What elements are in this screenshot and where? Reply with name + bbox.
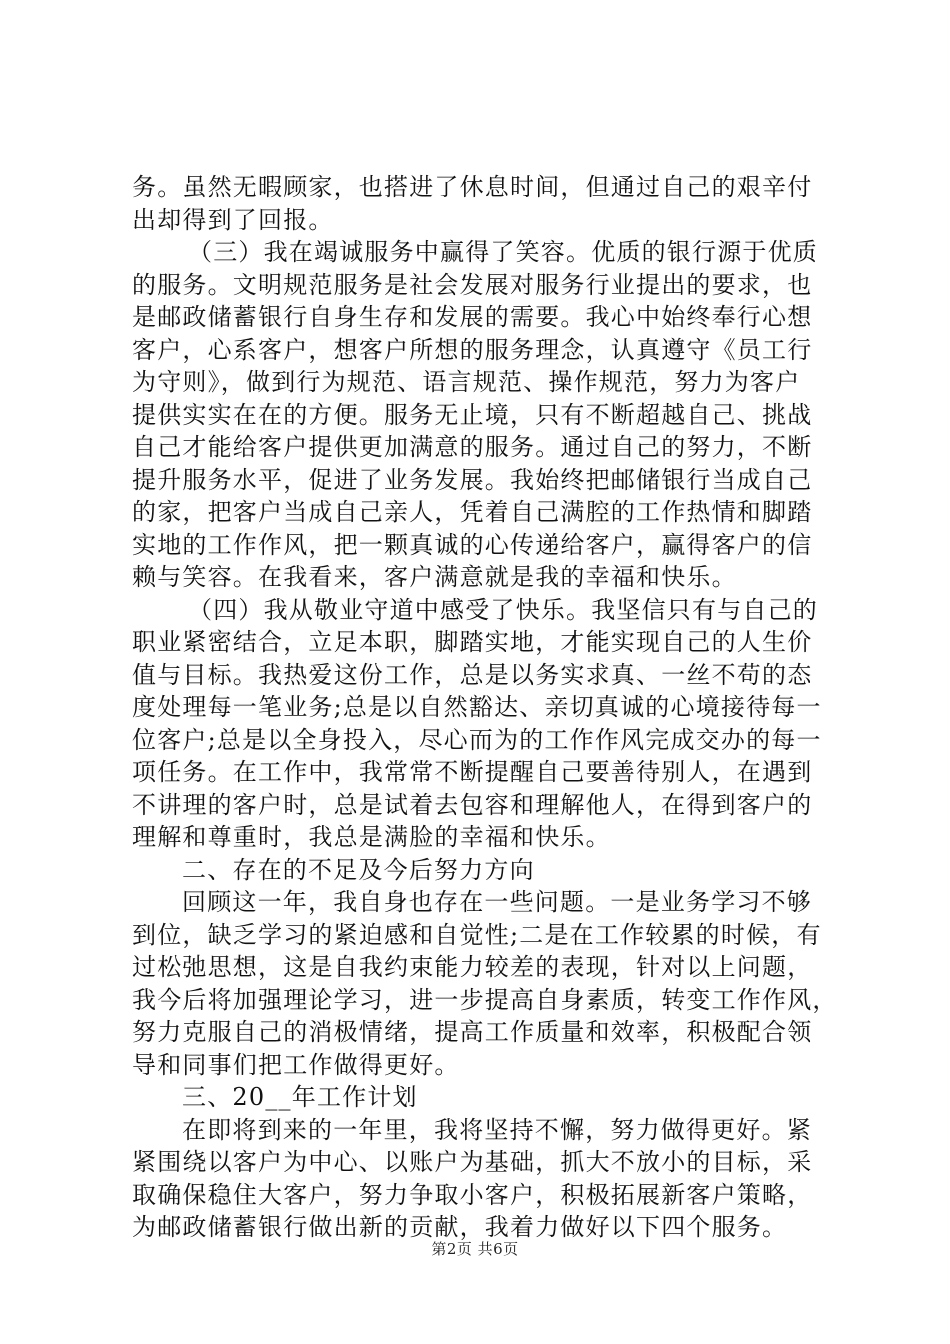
text-line: 取确保稳住大客户，努力争取小客户，积极拓展新客户策略， <box>132 1180 813 1209</box>
text-line: 到位，缺乏学习的紧迫感和自觉性;二是在工作较累的时候，有 <box>132 920 822 949</box>
text-line: 为邮政储蓄银行做出新的贡献，我着力做好以下四个服务。 <box>132 1213 788 1241</box>
text-line: 出却得到了回报。 <box>132 205 334 234</box>
text-line: 度处理每一笔业务;总是以自然豁达、亲切真诚的心境接待每一 <box>132 693 822 721</box>
page-number-footer: 第2页 共6页 <box>431 1240 519 1258</box>
text-line: 为守则》，做到行为规范、语言规范、操作规范，努力为客户 <box>132 368 801 396</box>
text-line: 自己才能给客户提供更加满意的服务。通过自己的努力，不断 <box>132 433 813 461</box>
text-line: 赖与笑容。在我看来，客户满意就是我的幸福和快乐。 <box>132 563 737 591</box>
text-line: 值与目标。我热爱这份工作，总是以务实求真、一丝不苟的态 <box>132 660 813 689</box>
paragraph-start-line: 回顾这一年，我自身也存在一些问题。一是业务学习不够 <box>182 888 812 916</box>
text-line: 的服务。文明规范服务是社会发展对服务行业提出的要求，也 <box>132 270 813 299</box>
text-line: 紧围绕以客户为中心、以账户为基础，抓大不放小的目标，采 <box>132 1148 813 1176</box>
text-line: 不讲理的客户时，总是试着去包容和理解他人，在得到客户的 <box>132 790 813 819</box>
section-heading: 二、存在的不足及今后努力方向 <box>182 855 535 884</box>
text-line: 努力克服自己的消极情绪，提高工作质量和效率，积极配合领 <box>132 1018 813 1046</box>
text-line: 过松弛思想，这是自我约束能力较差的表现，针对以上问题， <box>132 953 813 981</box>
text-line: 实地的工作作风，把一颗真诚的心传递给客户，赢得客户的信 <box>132 530 813 559</box>
text-line: 提升服务水平，促进了业务发展。我始终把邮储银行当成自己 <box>132 465 813 494</box>
text-line: 职业紧密结合，立足本职，脚踏实地，才能实现自己的人生价 <box>132 628 813 656</box>
text-line: 位客户;总是以全身投入，尽心而为的工作作风完成交办的每一 <box>132 725 822 754</box>
paragraph-start-line: （三）我在竭诚服务中赢得了笑容。优质的银行源于优质 <box>188 238 818 266</box>
paragraph-start-line: （四）我从敬业守道中感受了快乐。我坚信只有与自己的 <box>188 595 818 624</box>
text-line: 我今后将加强理论学习，进一步提高自身素质，转变工作作风， <box>132 985 838 1014</box>
section-heading: 三、20__年工作计划 <box>182 1083 418 1111</box>
text-line: 理解和尊重时，我总是满脸的幸福和快乐。 <box>132 823 611 851</box>
text-line: 导和同事们把工作做得更好。 <box>132 1050 460 1079</box>
text-line: 客户，心系客户，想客户所想的服务理念，认真遵守《员工行 <box>132 335 813 364</box>
text-line: 的家，把客户当成自己亲人，凭着自己满腔的工作热情和脚踏 <box>132 498 813 526</box>
text-line: 是邮政储蓄银行自身生存和发展的需要。我心中始终奉行心想 <box>132 303 813 331</box>
text-line: 务。虽然无暇顾家，也搭进了休息时间，但通过自己的艰辛付 <box>132 173 813 201</box>
body-text <box>132 171 838 1244</box>
text-line: 项任务。在工作中，我常常不断提醒自己要善待别人，在遇到 <box>132 758 813 786</box>
paragraph-start-line: 在即将到来的一年里，我将坚持不懈，努力做得更好。紧 <box>182 1115 812 1144</box>
text-line: 提供实实在在的方便。服务无止境，只有不断超越自己、挑战 <box>132 400 813 429</box>
